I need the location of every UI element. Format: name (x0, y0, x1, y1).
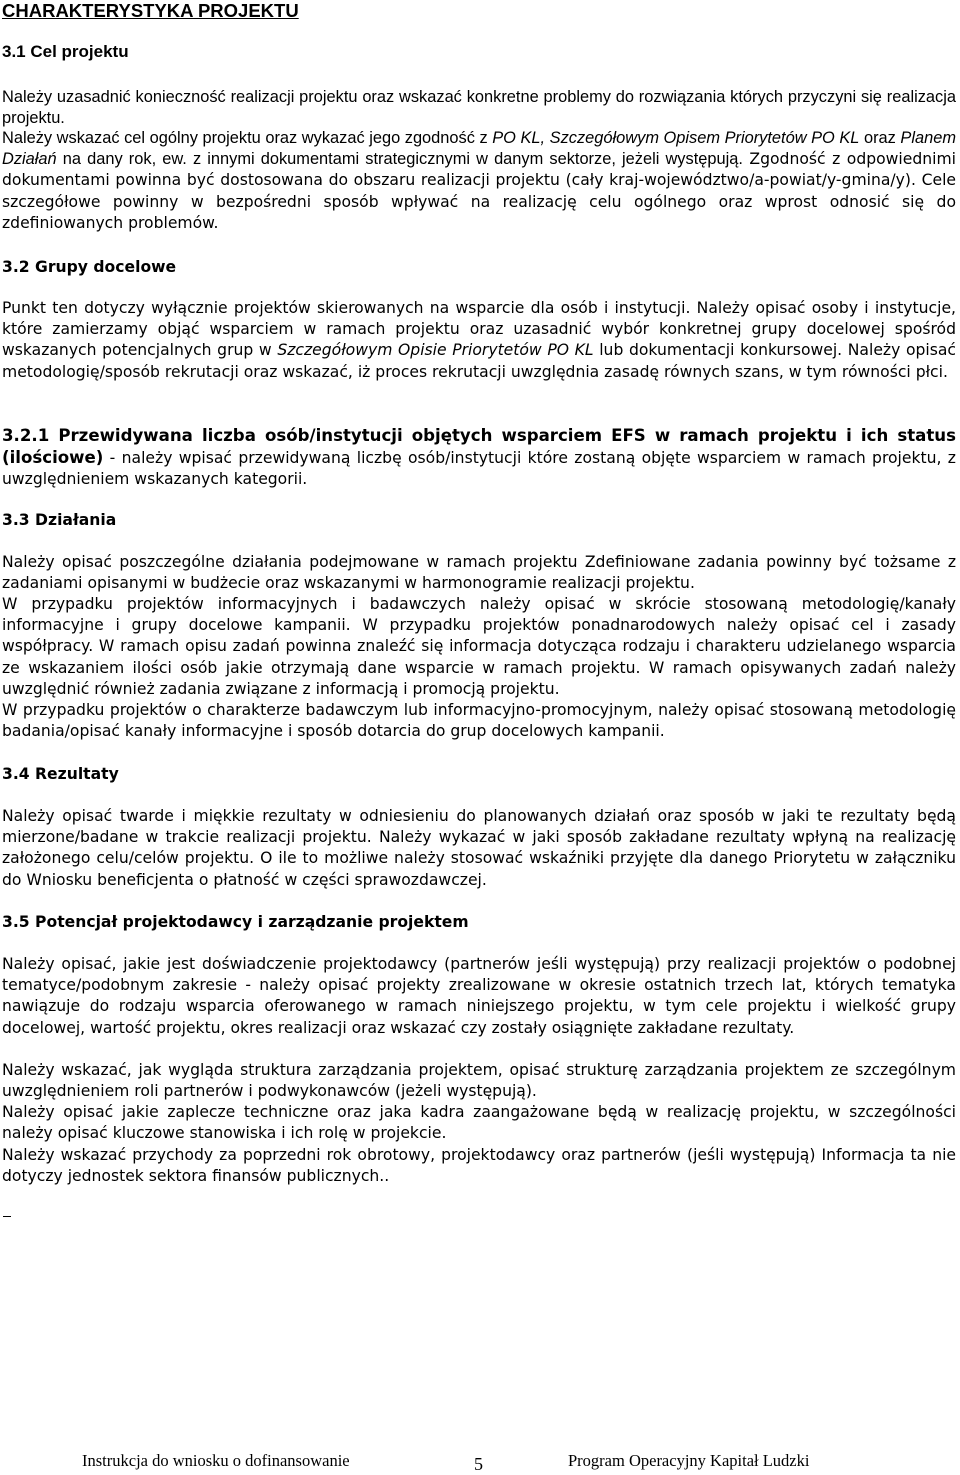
text-run: Należy wskazać cel ogólny projektu oraz wykazać jego zgodność z (2, 129, 493, 147)
section-3-4-paragraph: Należy opisać twarde i miękkie rezultaty w odniesieniu do planowanych działań oraz sposób w jaki te rezultaty będą mierzone/badane w trakcie realizacji projektu. Należy wykazać w jaki sposób zakładane rezultaty wpłyną na realizację założonego celu/celów projektu. O ile to możliwe należy stosować wskaźniki przyjęte dla danego Priorytetu w załączniku do Wniosku beneficjenta o płatność w części sprawozdawczej. (2, 807, 956, 889)
section-3-2-paragraph (2, 298, 956, 383)
page-number: 5 (474, 1454, 483, 1474)
section-3-3-paragraph-3: W przypadku projektów o charakterze badawczym lub informacyjno-promocyjnym, należy opisać stosowaną metodologię badania/opisać kanały informacyjne i sposób dotarcia do grup docelowych kampanii. (2, 701, 956, 741)
text-run: - należy wpisać przewidywaną liczbę osób/instytucji które zostaną objęte wsparciem w ramach projektu, z uwzględnieniem wskazanych kategorii. (2, 449, 956, 489)
section-3-1-heading: 3.1 Cel projektu (2, 42, 129, 61)
text-run: oraz (859, 129, 901, 147)
section-3-5-paragraph-1: Należy opisać, jakie jest doświadczenie projektodawcy (partnerów jeśli występują) przy realizacji projektów o podobnej tematyce/podobnym zakresie - należy opisać projekty zrealizowane w okresie ostatnich trzech lat, których tematyka nawiązuje do rodzaju wsparcia oferowanego w ramach niniejszego projektu, w tym cele projektu i wielkość grupy docelowej, wartość projektu, okres realizacji oraz wskazać czy zostały osiągnięte zakładane rezultaty. (2, 955, 956, 1037)
italic-run: Szczegółowym Opisie Priorytetów PO KL (277, 341, 594, 360)
document-title: CHARAKTERYSTYKA PROJEKTU (2, 0, 299, 21)
section-3-5-paragraph-2: Należy wskazać, jak wygląda struktura zarządzania projektem, opisać strukturę zarządzania projektem ze szczególnym uwzględnieniem roli partnerów i podwykonawców (jeżeli występują). (2, 1061, 956, 1101)
section-3-2-1-heading: 3.2.1 Przewidywana liczba osób/instytucji objętych wsparciem EFS w ramach projektu i ich status (ilościowe) (2, 426, 956, 468)
section-3-2-heading: 3.2 Grupy docelowe (2, 258, 177, 276)
page-footer (0, 1447, 960, 1474)
text-run: na dany rok, ew. z innymi dokumentami strategicznymi w danym sektorze, jeżeli występują. (56, 150, 743, 169)
text-run: Punkt ten dotyczy wyłącznie projektów skierowanych na wsparcie dla osób i instytucji. Należy opisać osoby i instytucje, które zamierzamy objąć wsparciem w ramach projektu oraz uzasadnić wybór konkretnej grupy docelowej spośród wskazanych potencjalnych grup w (2, 299, 956, 360)
footer-left-text: Instrukcja do wniosku o dofinansowanie (82, 1451, 350, 1470)
section-3-5-paragraph-4: Należy wskazać przychody za poprzedni rok obrotowy, projektodawcy oraz partnerów (jeśli występują) Informacja ta nie dotyczy jednostek sektora finansów publicznych.. (2, 1146, 956, 1186)
section-3-1-paragraph-2 (2, 128, 956, 234)
italic-run: Planem Działań (2, 129, 956, 169)
section-3-5-paragraph-3: Należy opisać jakie zaplecze techniczne oraz jaka kadra zaangażowane będą w realizację projektu, w szczególności należy opisać kluczowe stanowiska i ich rolę w projekcie. (2, 1103, 956, 1143)
footnote-marker-line (3, 1216, 11, 1217)
section-3-3-heading: 3.3 Działania (2, 511, 117, 529)
text-run: Zgodność z odpowiednimi dokumentami powinna być dostosowana do obszaru realizacji projektu (cały kraj-województwo/a-powiat/y-gmina/y). Cele szczegółowe powinny w bezpośredni sposób wpływać na realizację celu ogólnego oraz wprost odnosić się do zdefiniowanych problemów. (2, 150, 956, 232)
footer-right-text: Program Operacyjny Kapitał Ludzki (568, 1451, 810, 1470)
section-3-1-paragraph-1: Należy uzasadnić konieczność realizacji projektu oraz wskazać konkretne problemy do rozwiązania których przyczyni się realizacja projektu. (2, 88, 956, 128)
section-3-5-heading: 3.5 Potencjał projektodawcy i zarządzanie projektem (2, 913, 469, 931)
section-3-3-paragraph-2: W przypadku projektów informacyjnych i badawczych należy opisać w skrócie stosowaną metodologię/kanały informacyjne i grupy docelowe kampanii. W przypadku projektów ponadnarodowych należy opisać cel i zasady współpracy. W ramach opisu zadań powinna znaleźć się informacja dotycząca rodzaju i charakteru udzielanego wsparcia ze wskazaniem ilości osób jakie otrzymają dane wsparcie w ramach projektu. W ramach opisywanych zadań należy uwzględnić również zadania związane z informacją i promocją projektu. (2, 595, 956, 698)
section-3-3-paragraph-1: Należy opisać poszczególne działania podejmowane w ramach projektu Zdefiniowane zadania powinny być tożsame z zadaniami opisanymi w budżecie oraz wskazanymi w harmonogramie realizacji projektu. (2, 553, 956, 593)
text-run: lub dokumentacji konkursowej. Należy opisać metodologię/sposób rekrutacji oraz wskazać, iż proces rekrutacji uwzględnia zasadę równych szans, w tym równości płci. (2, 341, 956, 381)
section-3-4-heading: 3.4 Rezultaty (2, 765, 119, 783)
italic-run: PO KL, Szczegółowym Opisem Priorytetów PO KL (492, 129, 860, 147)
section-3-2-1-paragraph (2, 425, 956, 491)
